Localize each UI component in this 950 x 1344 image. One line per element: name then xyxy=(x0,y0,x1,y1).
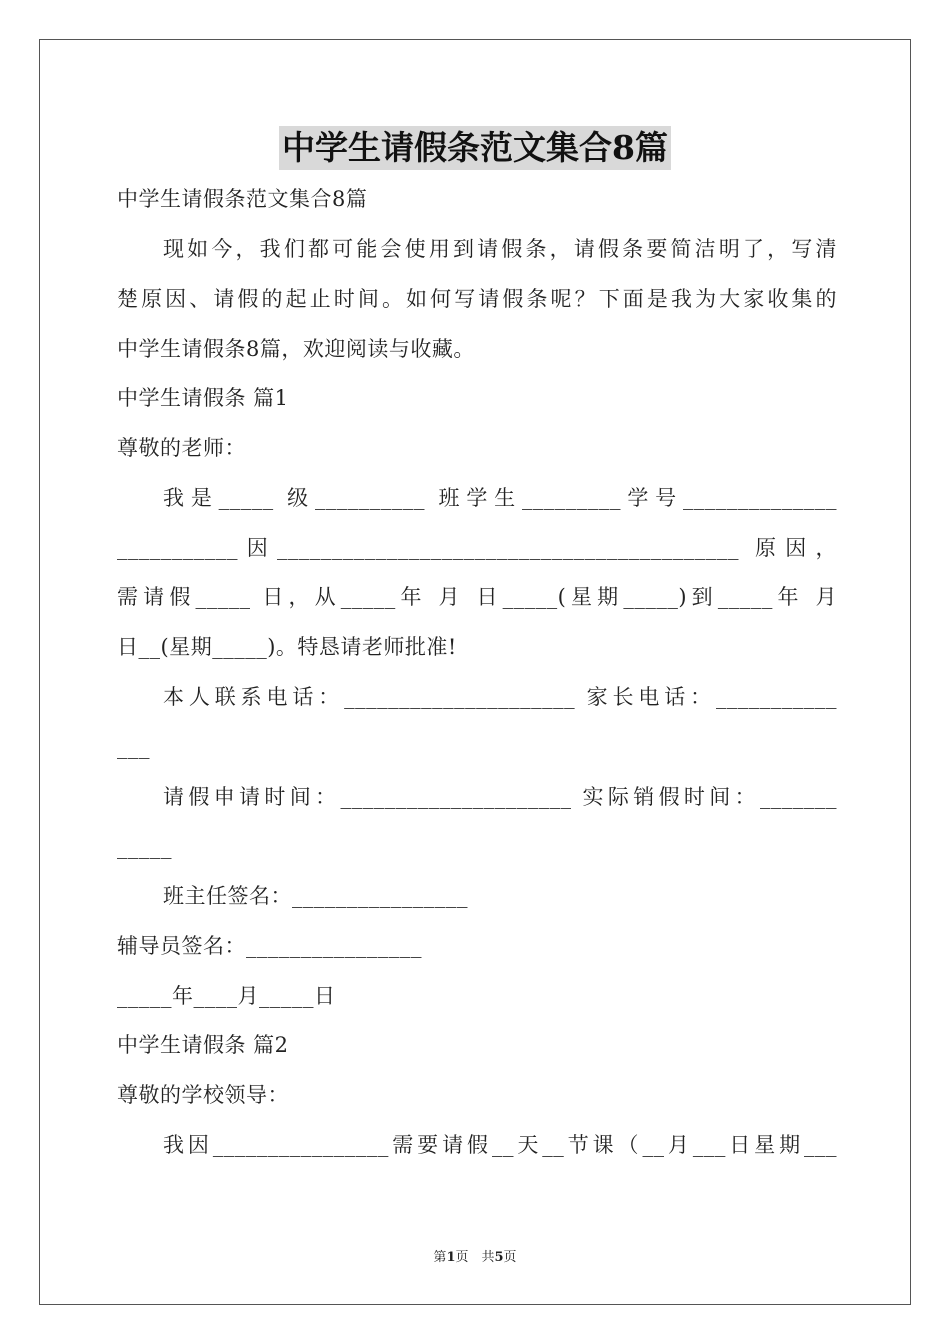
footer-prefix: 第 xyxy=(433,1250,447,1265)
title-wrap xyxy=(0,126,950,170)
intro-line-2: 楚原因、请假的起止时间。如何写请假条呢？下面是我为大家收集的 xyxy=(117,287,837,311)
footer-page-total: 5 xyxy=(494,1250,504,1265)
salutation-2: 尊敬的学校领导： xyxy=(117,1083,289,1107)
section-2-line-1: 我因________________需要请假__天__节课（__月___日星期___ xyxy=(163,1133,837,1157)
page-footer xyxy=(0,1246,950,1265)
form-line-3: 需请假_____ 日，从_____年 月 日_____(星期_____)到_____年 月 xyxy=(117,585,837,609)
counselor-signature: 辅导员签名：________________ xyxy=(117,934,422,958)
contact-phone-overflow: ___ xyxy=(117,735,150,759)
page-border xyxy=(39,39,911,1305)
footer-suffix: 页 xyxy=(503,1250,517,1265)
intro-line-3: 中学生请假条8篇，欢迎阅读与收藏。 xyxy=(117,337,475,361)
footer-page-current: 1 xyxy=(446,1250,456,1265)
salutation-1: 尊敬的老师： xyxy=(117,436,246,460)
form-line-1: 我是_____ 级__________ 班学生_________学号______________ xyxy=(163,486,837,510)
form-line-2: ___________因__________________________________________ 原因， xyxy=(117,536,837,560)
contact-phone-line: 本人联系电话：_____________________ 家长电话：___________ xyxy=(163,685,837,709)
leave-time-line: 请假申请时间：_____________________ 实际销假时间：_______ xyxy=(163,785,837,809)
leave-time-overflow: _____ xyxy=(117,835,172,859)
footer-mid: 页 共 xyxy=(455,1250,495,1265)
section-heading-1: 中学生请假条 篇1 xyxy=(117,386,289,410)
head-teacher-signature: 班主任签名：________________ xyxy=(163,884,468,908)
section-heading-2: 中学生请假条 篇2 xyxy=(117,1033,289,1057)
intro-line-1: 现如今，我们都可能会使用到请假条，请假条要简洁明了，写清 xyxy=(163,237,837,261)
form-line-4: 日__(星期_____)。特恳请老师批准! xyxy=(117,635,457,659)
document-subtitle: 中学生请假条范文集合8篇 xyxy=(117,187,368,211)
date-line: _____年____月_____日 xyxy=(117,984,336,1008)
document-title: 中学生请假条范文集合8篇 xyxy=(279,126,671,170)
